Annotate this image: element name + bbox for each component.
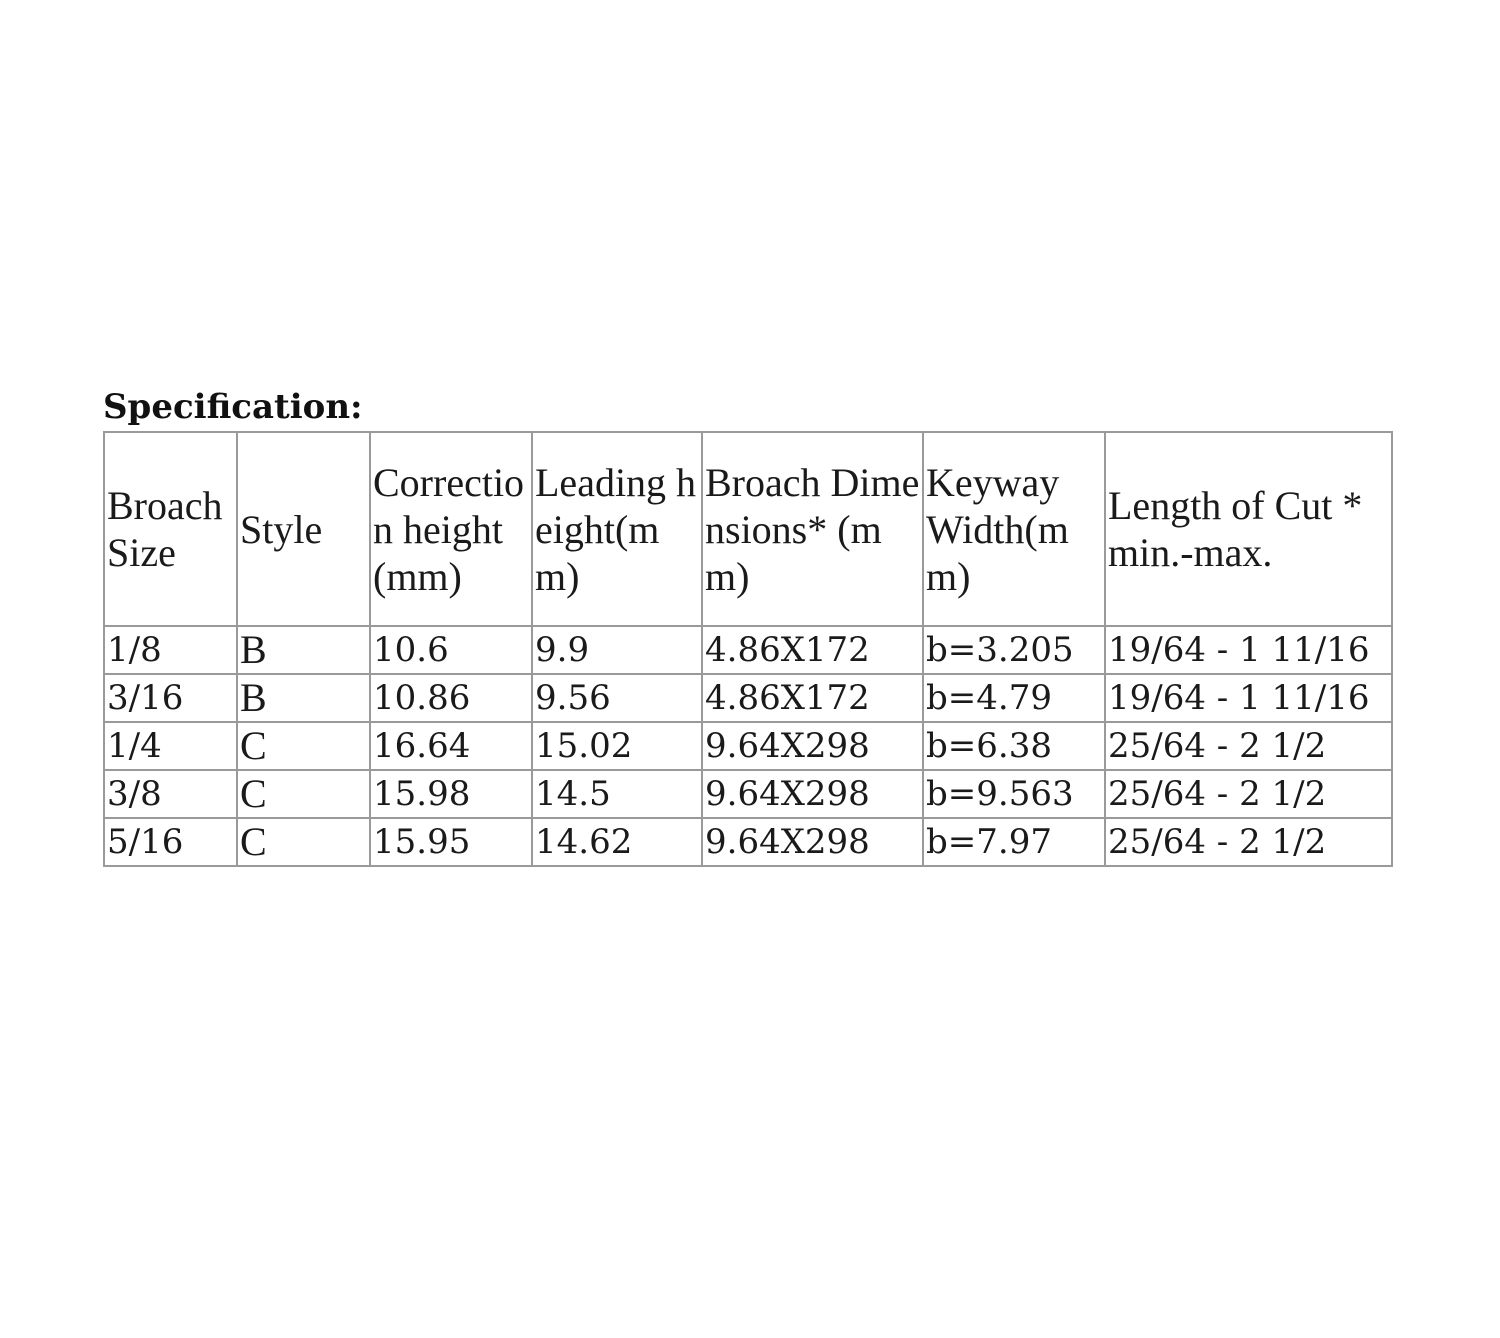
table-row: [104, 770, 1392, 818]
cell-leading-height: 9.56: [532, 674, 702, 722]
table-row: [104, 626, 1392, 674]
cell-length-of-cut: 19/64 - 1 11/16: [1105, 626, 1392, 674]
cell-broach-size: 3/16: [104, 674, 237, 722]
header-broach-dimensions: Broach Dimensions* (mm): [702, 432, 923, 626]
cell-correction-height: 10.86: [370, 674, 532, 722]
cell-length-of-cut: 25/64 - 2 1/2: [1105, 722, 1392, 770]
header-length-of-cut: Length of Cut * min.-max.: [1105, 432, 1392, 626]
cell-broach-size: 5/16: [104, 818, 237, 866]
cell-keyway-width: b=7.97: [923, 818, 1105, 866]
cell-broach-size: 3/8: [104, 770, 237, 818]
cell-style: B: [237, 626, 370, 674]
cell-length-of-cut: 25/64 - 2 1/2: [1105, 818, 1392, 866]
header-keyway-width: Keyway Width(mm): [923, 432, 1105, 626]
specification-heading: Specification:: [103, 387, 363, 427]
table-row: [104, 722, 1392, 770]
cell-broach-dimensions: 9.64X298: [702, 722, 923, 770]
cell-correction-height: 15.98: [370, 770, 532, 818]
header-style: Style: [237, 432, 370, 626]
cell-length-of-cut: 19/64 - 1 11/16: [1105, 674, 1392, 722]
header-broach-size: Broach Size: [104, 432, 237, 626]
cell-broach-dimensions: 4.86X172: [702, 674, 923, 722]
header-correction-height: Correction height(mm): [370, 432, 532, 626]
specification-table: [103, 431, 1393, 867]
cell-correction-height: 10.6: [370, 626, 532, 674]
cell-correction-height: 15.95: [370, 818, 532, 866]
cell-style: B: [237, 674, 370, 722]
cell-length-of-cut: 25/64 - 2 1/2: [1105, 770, 1392, 818]
cell-keyway-width: b=9.563: [923, 770, 1105, 818]
cell-keyway-width: b=6.38: [923, 722, 1105, 770]
cell-style: C: [237, 770, 370, 818]
cell-broach-size: 1/8: [104, 626, 237, 674]
cell-broach-dimensions: 4.86X172: [702, 626, 923, 674]
cell-style: C: [237, 818, 370, 866]
header-leading-height: Leading height(mm): [532, 432, 702, 626]
cell-style: C: [237, 722, 370, 770]
cell-leading-height: 14.62: [532, 818, 702, 866]
cell-correction-height: 16.64: [370, 722, 532, 770]
table-row: [104, 818, 1392, 866]
cell-leading-height: 15.02: [532, 722, 702, 770]
cell-leading-height: 14.5: [532, 770, 702, 818]
cell-broach-dimensions: 9.64X298: [702, 818, 923, 866]
cell-keyway-width: b=3.205: [923, 626, 1105, 674]
cell-keyway-width: b=4.79: [923, 674, 1105, 722]
table-row: [104, 674, 1392, 722]
header-row: [104, 432, 1392, 626]
cell-leading-height: 9.9: [532, 626, 702, 674]
cell-broach-dimensions: 9.64X298: [702, 770, 923, 818]
cell-broach-size: 1/4: [104, 722, 237, 770]
